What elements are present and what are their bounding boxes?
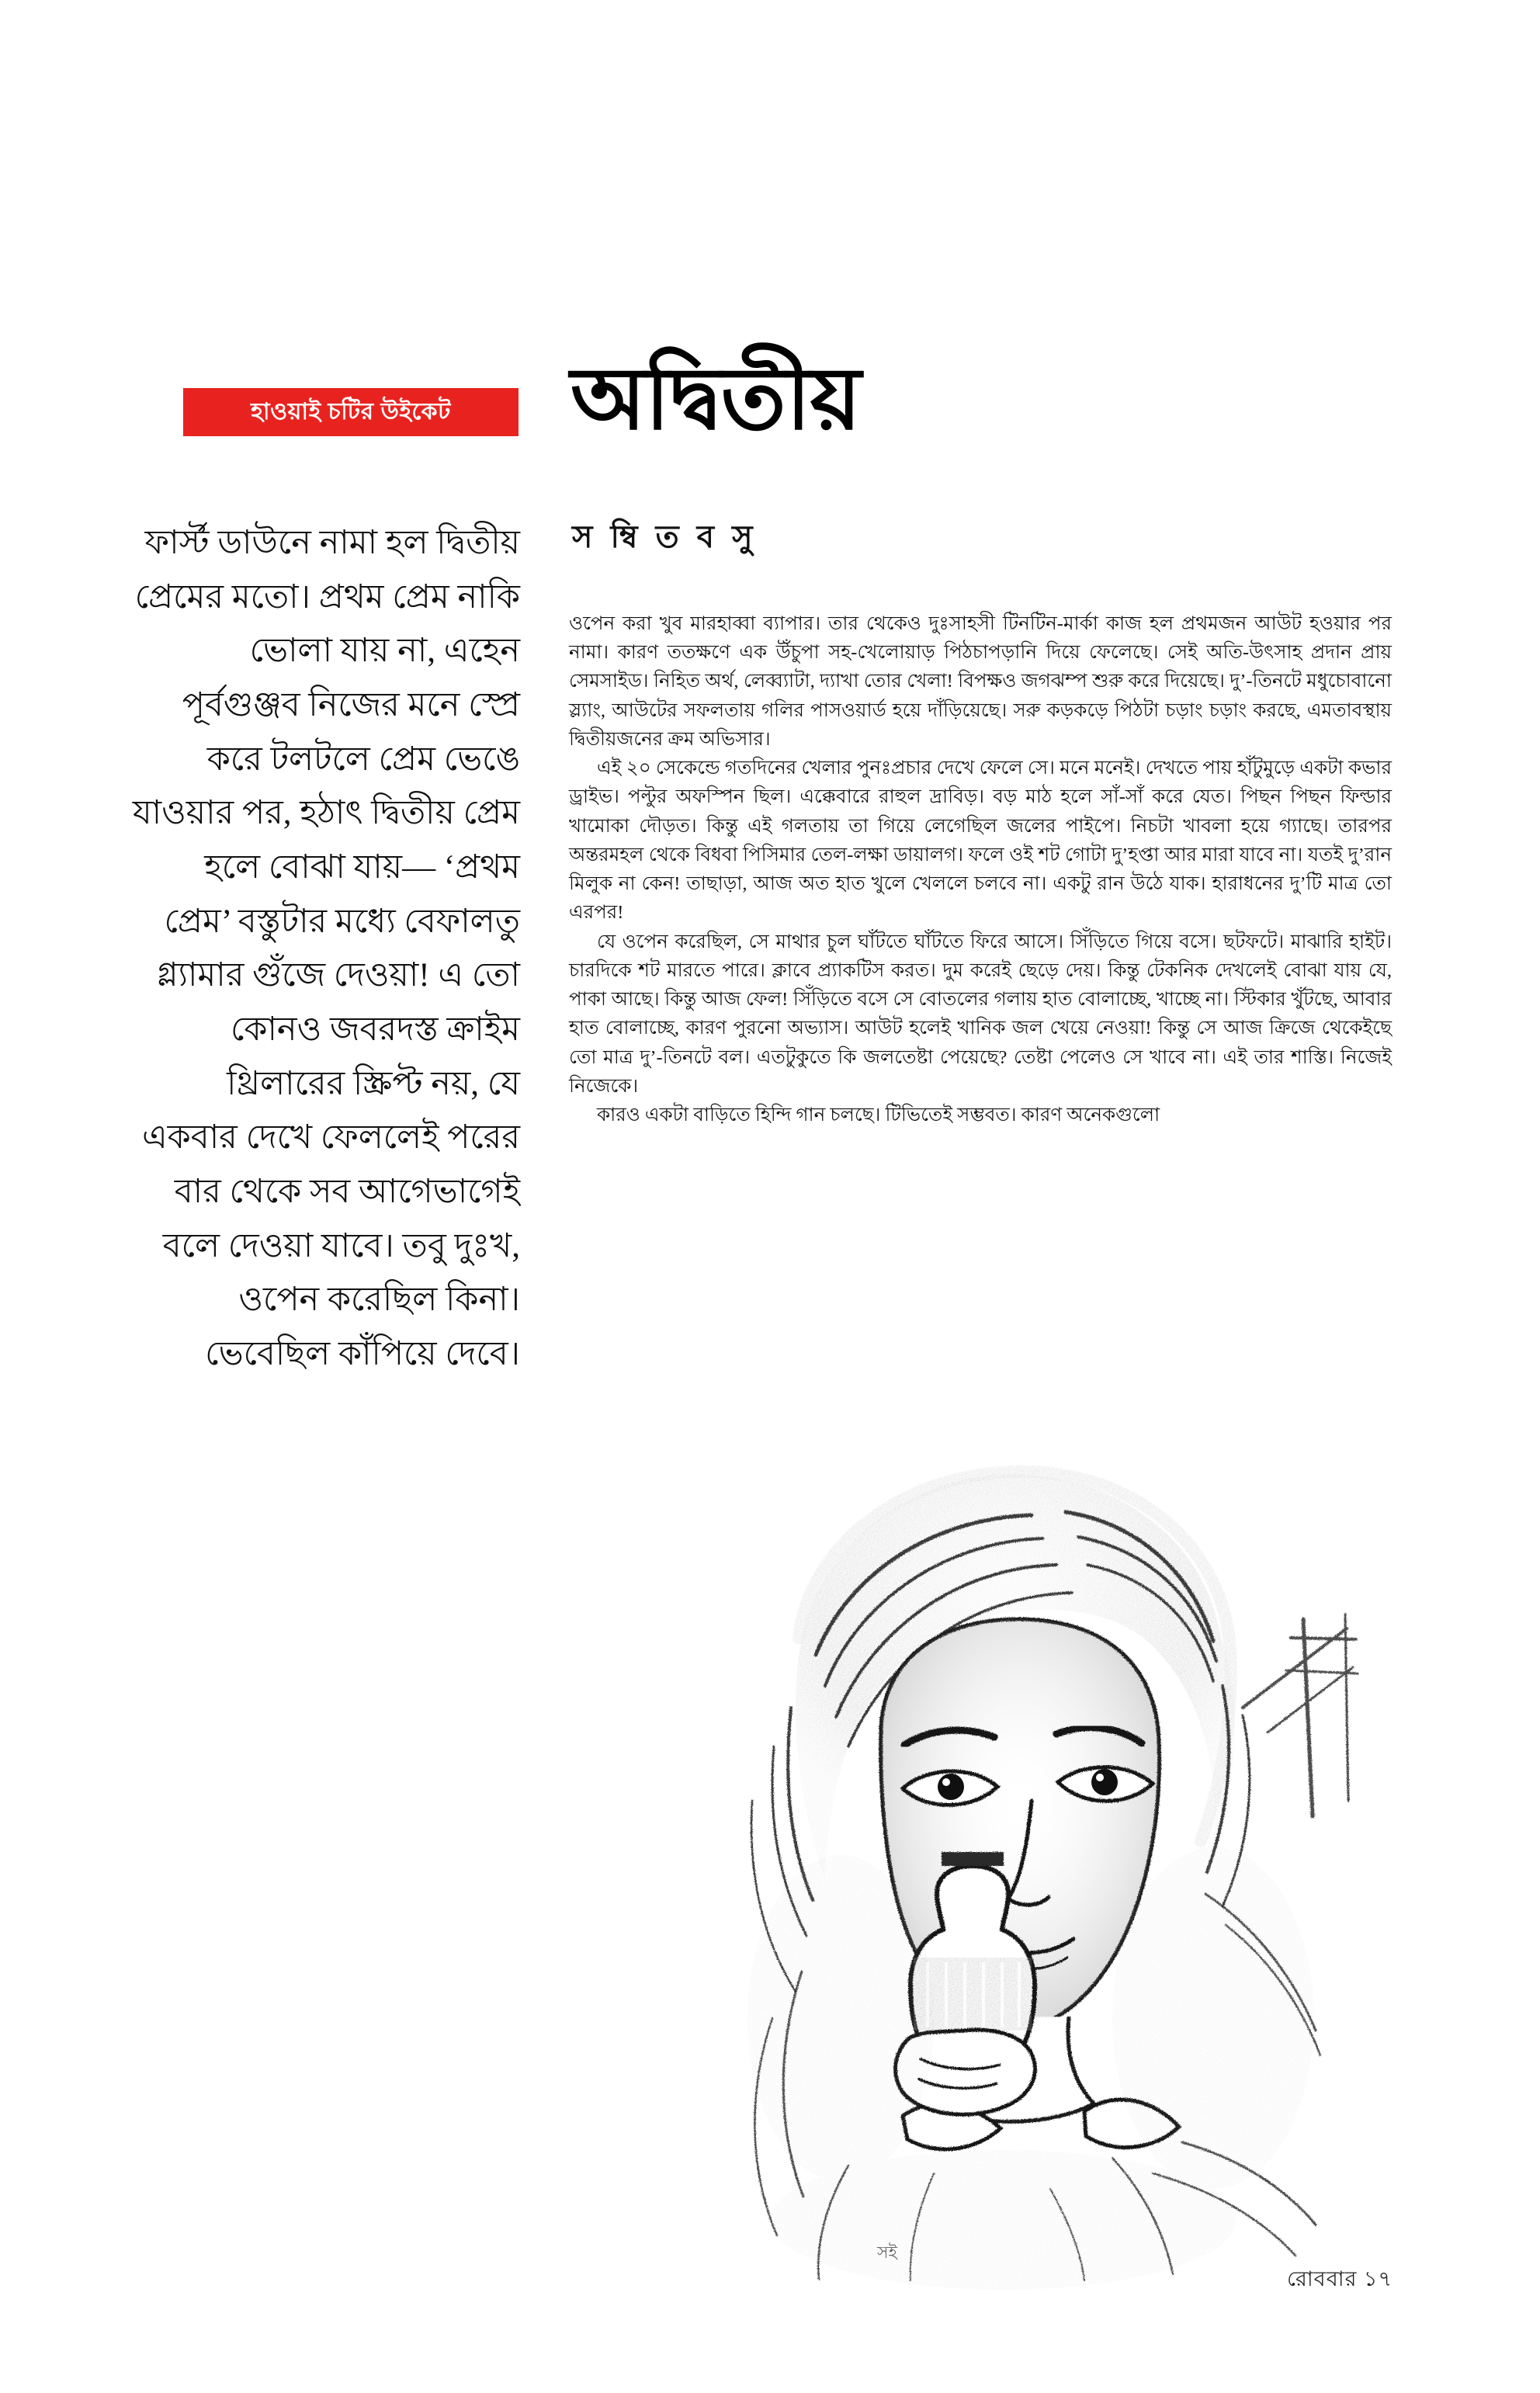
page-folio: রোববার ১৭ [1287, 2267, 1393, 2291]
section-kicker: হাওয়াই চটির উইকেট [183, 388, 519, 436]
standfirst-blurb: ফার্স্ট ডাউনে নামা হল দ্বিতীয় প্রেমের মতো। প্রথম প্রেম নাকি ভোলা যায় না, এহেন পূর্বগুঞ্জব নিজের মনে স্প্রে করে টলটলে প্রেম ভেঙে যাওয়ার পর, হঠাৎ দ্বিতীয় প্রেম হলে বোঝা যায়— ‘প্রথম প্রেম’ বস্তুটার মধ্যে বেফালতু গ্ল্যামার গুঁজে দেওয়া! এ তো কোনও জবরদস্ত ক্রাইম থ্রিলারের স্ক্রিপ্ট নয়, যে একবার দেখে ফেললেই পরের বার থেকে সব আগেভাগেই বলে দেওয়া যাবে। তবু দুঃখ, ওপেন করেছিল কিনা। ভেবেছিল কাঁপিয়ে দেবে। [132, 525, 520, 1372]
article-illustration [569, 1382, 1392, 2298]
article-paragraph: কারও একটা বাড়িতে হিন্দি গান চলছে। টিভিতেই সম্ভবত। কারণ অনেকগুলো [597, 1104, 1160, 1125]
article-paragraph: এই ২০ সেকেন্ডে গতদিনের খেলার পুনঃপ্রচার দেখে ফেলে সে। মনে মনেই। দেখতে পায় হাঁটুমুড়ে একটা কভার ড্রাইভ। পল্টুর অফস্পিন ছিল। এক্কেবারে রাহুল দ্রাবিড়। বড় মাঠ হলে সাঁ-সাঁ করে যেত। পিছন পিছন ফিল্ডার খামোকা দৌড়ত। কিন্তু এই গলতায় তা গিয়ে লেগেছিল জলের পাইপে। নিচটা খাবলা হয়ে গ্যাছে। তারপর অন্তরমহল থেকে বিধবা পিসিমার তেল-লক্ষা ডায়ালগ। ফলে ওই শট গোটা দু’হপ্তা আর মারা যাবে না। যতই দু’রান মিলুক না কেন! তাছাড়া, আজ অত হাত খুলে খেললে চলবে না। একটু রান উঠে যাক। হারাধনের দু’টি মাত্র তো এরপর! [569, 758, 1392, 924]
page-title: অদ্বিতীয় [571, 350, 861, 447]
author-byline: স ম্বি ত ব সু [572, 520, 758, 554]
article-paragraph: যে ওপেন করেছিল, সে মাথার চুল ঘাঁটতে ঘাঁটতে ফিরে আসে। সিঁড়িতে গিয়ে বসে। ছটফটে। মাঝারি হাইট। চারদিকে শট মারতে পারে। ক্লাবে প্র্যাকটিস করত। দুম করেই ছেড়ে দেয়। কিন্তু টেকনিক দেখলেই বোঝা যায় যে, পাকা আছে। কিন্তু আজ ফেল! সিঁড়িতে বসে সে বোতলের গলায় হাত বোলাচ্ছে, খাচ্ছে না। স্টিকার খুঁটছে, আবার হাত বোলাচ্ছে, কারণ পুরনো অভ্যাস। আউট হলেই খানিক জল খেয়ে নেওয়া! কিন্তু সে আজ ক্রিজে থেকেইছে তো মাত্র দু’-তিনটে বল। এতটুকুতে কি জলতেষ্টা পেয়েছে? তেষ্টা পেলেও সে খাবে না। এই তার শাস্তি। নিজেই নিজেকে। [569, 931, 1392, 1097]
artist-signature: সই [877, 2242, 897, 2262]
article-paragraph: ওপেন করা খুব মারহাব্বা ব্যাপার। তার থেকেও দুঃসাহসী টিনটিন-মার্কা কাজ হল প্রথমজন আউট হওয়ার পর নামা। কারণ ততক্ষণে এক উঁচুপা সহ-খেলোয়াড় পিঠচাপড়ানি দিয়ে ফেলেছে। সেই অতি-উৎসাহ প্রদান প্রায় সেমসাইড। নিহিত অর্থ, লেব্ব্যাটা, দ্যাখা তোর খেলা! বিপক্ষও জগঝম্প শুরু করে দিয়েছে। দু’-তিনটে মধুচোবানো স্ল্যাং, আউটের সফলতায় গলির পাসওয়ার্ড হয়ে দাঁড়িয়েছে। সরু কড়কড়ে পিঠটা চড়াং চড়াং করছে, এমতাবস্থায় দ্বিতীয়জনের ক্রম অভিসার। [569, 613, 1392, 750]
article-body [569, 609, 1392, 1129]
